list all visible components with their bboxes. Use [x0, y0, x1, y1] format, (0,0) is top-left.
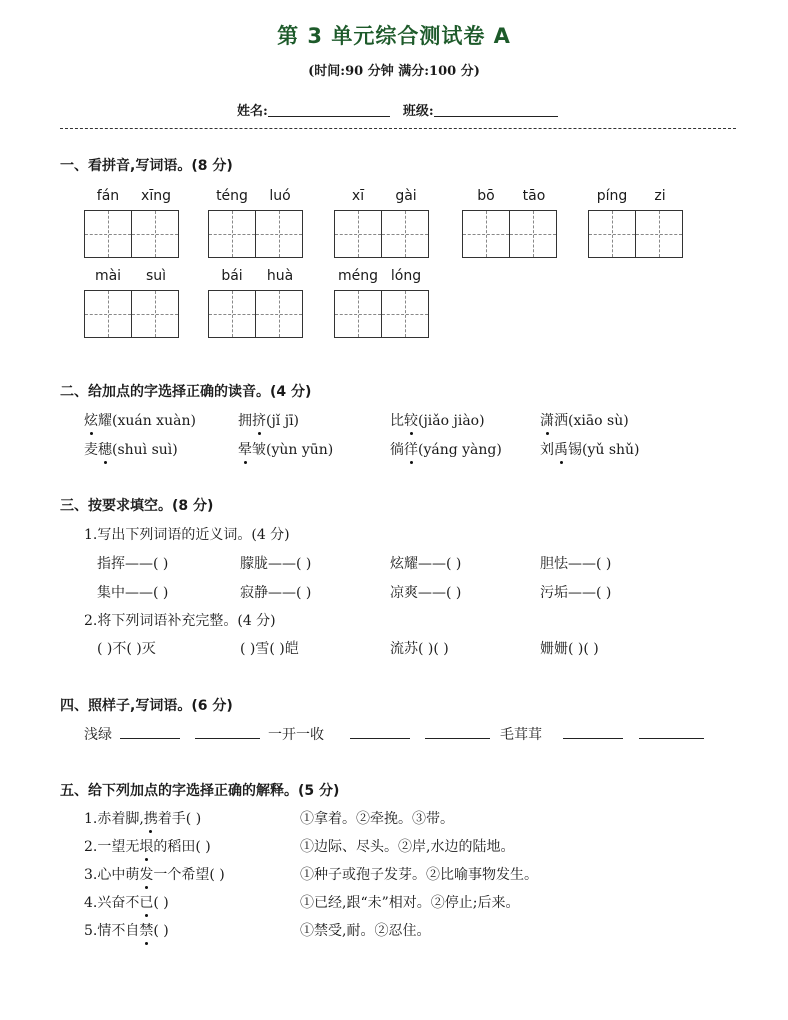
section-1-heading: 一、看拼音,写词语。(8 分)	[60, 158, 233, 174]
pinyin-label: tāo	[522, 188, 546, 204]
exam-info: (时间:90 分钟 满分:100 分)	[308, 64, 480, 79]
name-blank[interactable]	[268, 104, 390, 117]
section-3-heading: 三、按要求填空。(8 分)	[60, 498, 214, 514]
example-word: 毛茸茸	[500, 727, 542, 743]
reading-item: 麦穗(shuì suì)	[84, 439, 178, 459]
dotted-char: 晕	[238, 439, 252, 459]
pinyin-label: huà	[266, 268, 294, 284]
dotted-char: 徉	[404, 439, 418, 459]
reading-item: 比较(jiǎo jiào)	[390, 410, 485, 430]
meaning-question: 4.兴奋不已( )	[84, 892, 169, 912]
student-info-row	[237, 100, 558, 119]
section-2-heading: 二、给加点的字选择正确的读音。(4 分)	[60, 384, 312, 400]
synonym-item: 朦胧——( )	[240, 556, 312, 572]
meaning-options: ①拿着。②牵挽。③带。	[300, 811, 454, 827]
meaning-question: 2.一望无垠的稻田( )	[84, 836, 211, 856]
pinyin-label: téng	[216, 188, 248, 204]
meaning-options: ①种子或孢子发芽。②比喻事物发生。	[300, 867, 538, 883]
meaning-options: ①禁受,耐。②忍住。	[300, 923, 431, 939]
meaning-question: 1.赤着脚,携着手( )	[84, 808, 201, 828]
complete-item: 姗姗( )( )	[540, 641, 599, 657]
pinyin-label: gài	[395, 188, 417, 204]
reading-item: 刘禹锡(yǔ shǔ)	[540, 439, 640, 459]
writing-box[interactable]	[462, 210, 510, 258]
writing-box[interactable]	[334, 290, 382, 338]
synonym-item: 炫耀——( )	[390, 556, 462, 572]
synonym-item: 指挥——( )	[97, 556, 169, 572]
pinyin-label: luó	[269, 188, 291, 204]
dotted-char: 垠	[139, 836, 153, 856]
pinyin-label: fán	[96, 188, 120, 204]
meaning-question: 5.情不自禁( )	[84, 920, 169, 940]
example-word: 一开一收	[268, 727, 324, 743]
complete-item: ( )不( )灭	[97, 641, 156, 657]
reading-item: 潇洒(xiāo sù)	[540, 410, 629, 430]
pinyin-label: bō	[477, 188, 495, 204]
reading-item: 拥挤(jǐ jī)	[238, 410, 299, 430]
dotted-char: 穗	[98, 439, 112, 459]
writing-box[interactable]	[208, 290, 256, 338]
answer-blank[interactable]	[425, 726, 490, 739]
class-blank[interactable]	[434, 104, 558, 117]
meaning-options: ①边际、尽头。②岸,水边的陆地。	[300, 839, 515, 855]
dotted-char: 携	[144, 808, 158, 828]
class-label: 班级:	[402, 104, 434, 119]
divider	[60, 128, 736, 129]
dotted-char: 挤	[252, 410, 266, 430]
reading-item: 炫耀(xuán xuàn)	[84, 410, 196, 430]
pinyin-label: mài	[94, 268, 122, 284]
writing-box[interactable]	[510, 210, 557, 258]
meaning-options: ①已经,跟“未”相对。②停止;后来。	[300, 895, 520, 911]
synonym-item: 凉爽——( )	[390, 585, 462, 601]
writing-box[interactable]	[84, 290, 132, 338]
synonym-item: 污垢——( )	[540, 585, 612, 601]
pinyin-label: xīng	[141, 188, 171, 204]
page-title: 第 3 单元综合测试卷 A	[277, 24, 511, 48]
pinyin-label: zi	[654, 188, 666, 204]
synonym-item: 寂静——( )	[240, 585, 312, 601]
dotted-char: 潇	[540, 410, 554, 430]
name-label: 姓名:	[237, 104, 268, 119]
reading-item: 徜徉(yáng yàng)	[390, 439, 502, 459]
pinyin-label: xī	[351, 188, 365, 204]
writing-box[interactable]	[334, 210, 382, 258]
pinyin-label: píng	[596, 188, 628, 204]
reading-item: 晕皱(yùn yūn)	[238, 439, 333, 459]
answer-blank[interactable]	[639, 726, 704, 739]
writing-box[interactable]	[636, 210, 683, 258]
section-4-heading: 四、照样子,写词语。(6 分)	[60, 698, 233, 714]
pinyin-label: lóng	[390, 268, 422, 284]
answer-blank[interactable]	[195, 726, 260, 739]
dotted-char: 禹	[554, 439, 568, 459]
sub-question-2: 2.将下列词语补充完整。(4 分)	[84, 613, 276, 629]
writing-box[interactable]	[256, 290, 303, 338]
writing-box[interactable]	[132, 210, 179, 258]
answer-blank[interactable]	[563, 726, 623, 739]
writing-box[interactable]	[382, 290, 429, 338]
dotted-char: 已	[139, 892, 153, 912]
pinyin-label: bái	[221, 268, 243, 284]
dotted-char: 炫	[84, 410, 98, 430]
answer-blank[interactable]	[120, 726, 180, 739]
pinyin-label: méng	[337, 268, 378, 284]
section-5-heading: 五、给下列加点的字选择正确的解释。(5 分)	[60, 783, 340, 799]
writing-box[interactable]	[84, 210, 132, 258]
answer-blank[interactable]	[350, 726, 410, 739]
dotted-char: 发	[139, 864, 153, 884]
writing-box[interactable]	[132, 290, 179, 338]
writing-box[interactable]	[256, 210, 303, 258]
dotted-char: 禁	[139, 920, 153, 940]
writing-box[interactable]	[588, 210, 636, 258]
pinyin-label: suì	[145, 268, 167, 284]
meaning-question: 3.心中萌发一个希望( )	[84, 864, 225, 884]
complete-item: 流苏( )( )	[390, 641, 449, 657]
example-word: 浅绿	[84, 727, 112, 743]
sub-question-1: 1.写出下列词语的近义词。(4 分)	[84, 527, 290, 543]
dotted-char: 较	[404, 410, 418, 430]
writing-box[interactable]	[382, 210, 429, 258]
complete-item: ( )雪( )皑	[240, 641, 299, 657]
synonym-item: 集中——( )	[97, 585, 169, 601]
writing-box[interactable]	[208, 210, 256, 258]
synonym-item: 胆怯——( )	[540, 556, 612, 572]
